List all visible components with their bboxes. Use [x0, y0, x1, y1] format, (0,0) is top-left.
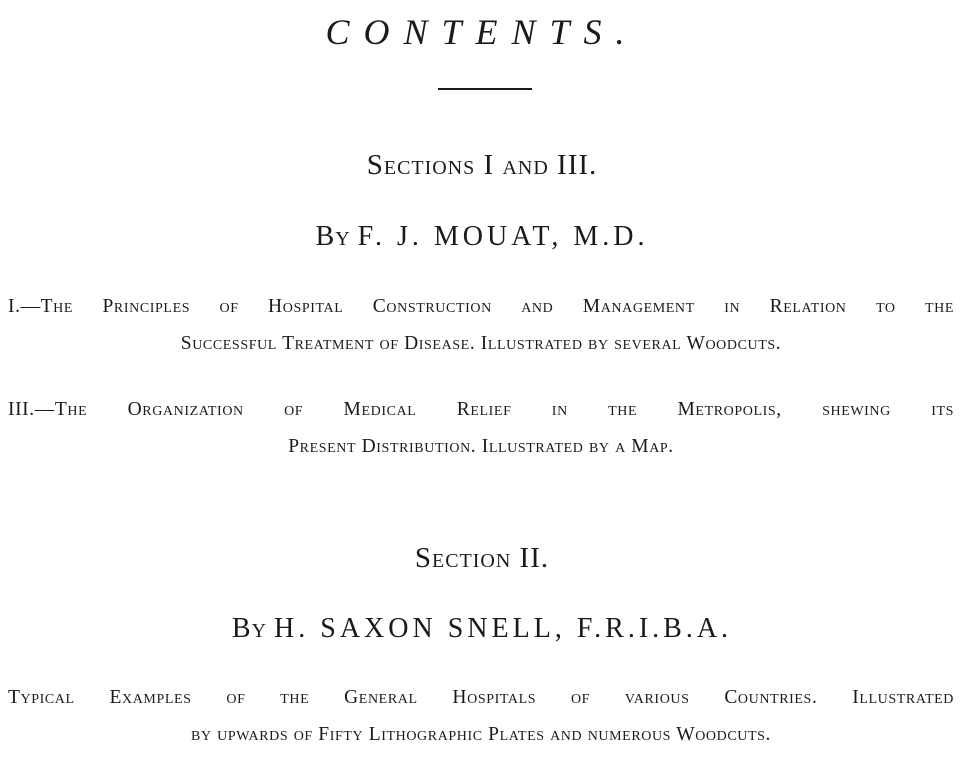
section-2-author-name: H. SAXON SNELL, F.R.I.B.A. — [274, 613, 733, 644]
section-2-author-by: By — [231, 613, 268, 644]
section-3-entry-line-2: Present Distribution. Illustrated by a Map. — [288, 436, 674, 457]
section-2-author — [0, 612, 964, 646]
section-1-entry-line-1: I.—The Principles of Hospital Construction and Management in Relation to the — [8, 296, 954, 317]
sections-1-3-heading: Sections I and III. — [366, 149, 598, 181]
section-1-entry-line-2: Successful Treatment of Disease. Illustrated by several Woodcuts. — [180, 333, 782, 354]
page-title: CONTENTS. — [325, 12, 639, 52]
title-rule — [438, 88, 532, 90]
section-2-entry-line-1: Typical Examples of the General Hospitals of various Countries. Illustrated — [8, 687, 954, 708]
sections-1-3-author-name: F. J. MOUAT, M.D. — [357, 221, 649, 252]
section-1-entry — [8, 288, 954, 362]
section-2-entry — [8, 679, 954, 753]
sections-1-3-author — [0, 220, 964, 254]
section-2-entry-line-2: by upwards of Fifty Lithographic Plates and numerous Woodcuts. — [191, 724, 771, 745]
section-2-heading: Section II. — [414, 542, 550, 574]
section-3-entry — [8, 391, 954, 465]
sections-1-3-author-by: By — [315, 221, 351, 252]
section-3-entry-line-1: III.—The Organization of Medical Relief in the Metropolis, shewing its — [8, 399, 954, 420]
